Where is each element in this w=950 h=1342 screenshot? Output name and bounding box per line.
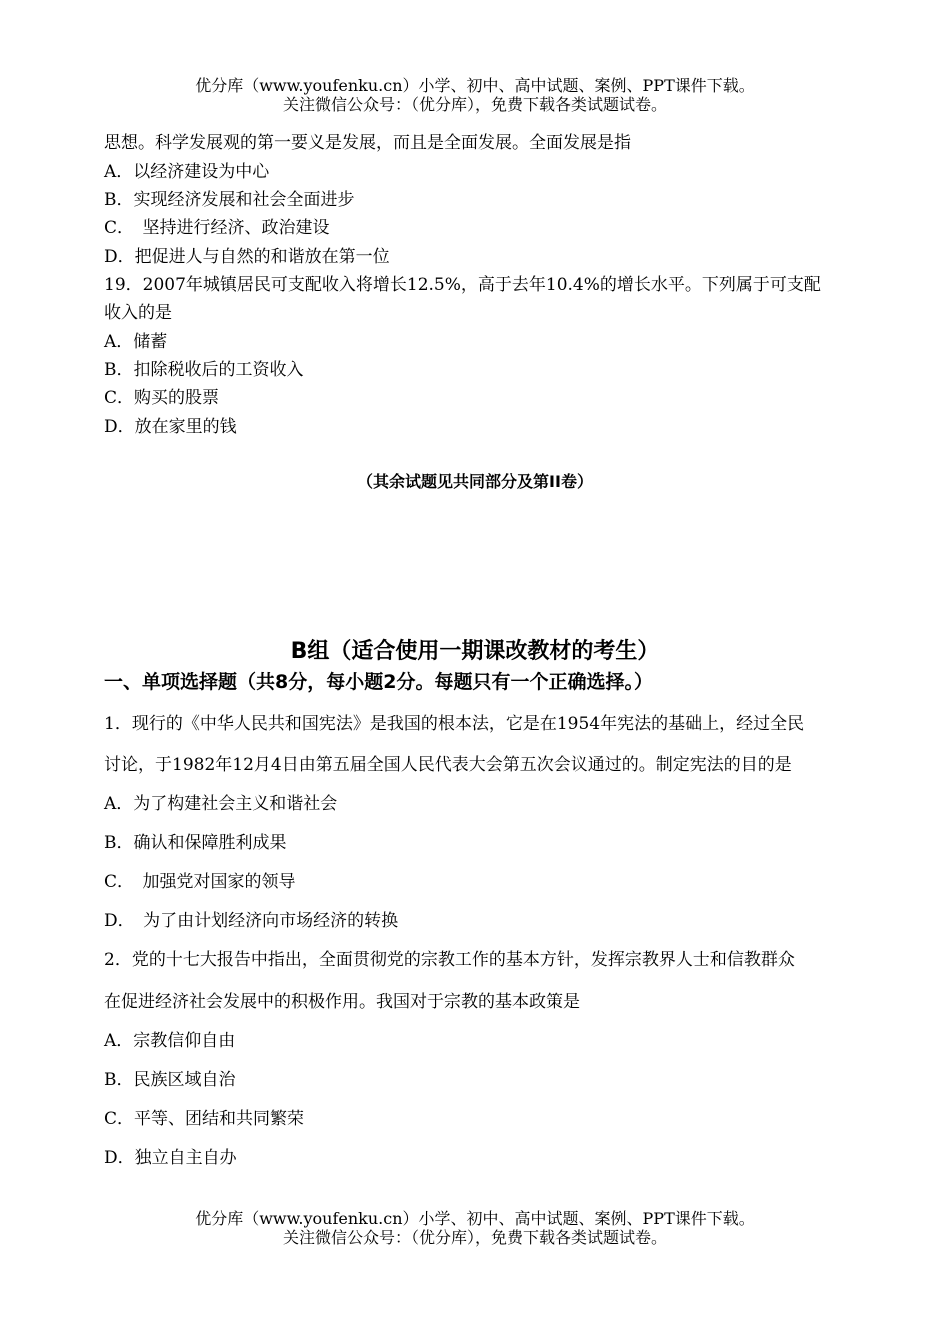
b-q1-option-c: C． 加强党对国家的领导	[104, 872, 296, 892]
q18-option-b: B．实现经济发展和社会全面进步	[104, 190, 355, 210]
b-q2-option-d: D．独立自主自办	[104, 1148, 237, 1168]
footer-line-1: 优分库（www.youfenku.cn）小学、初中、高中试题、案例、PPT课件下载。	[195, 1209, 755, 1228]
b-q1-option-d: D． 为了由计划经济向市场经济的转换	[104, 911, 399, 931]
footer-line-2: 关注微信公众号：（优分库），免费下载各类试题试卷。	[282, 1228, 667, 1247]
header-line-2: 关注微信公众号：（优分库），免费下载各类试题试卷。	[282, 95, 667, 114]
b-q1-stem-line-2: 讨论，于1982年12月4日由第五届全国人民代表大会第五次会议通过的。制定宪法的目的是	[104, 755, 792, 775]
q19-option-b: B．扣除税收后的工资收入	[104, 360, 304, 380]
q19-stem-line-1: 19．2007年城镇居民可支配收入将增长12.5%，高于去年10.4%的增长水平。下列属于可支配	[104, 275, 821, 295]
q18-option-c: C． 坚持进行经济、政治建设	[104, 218, 330, 238]
page-footer	[0, 1209, 950, 1247]
remaining-questions-note: （其余试题见共同部分及第II卷）	[357, 472, 593, 491]
page-header	[0, 76, 950, 114]
q18-stem-tail: 思想。科学发展观的第一要义是发展，而且是全面发展。全面发展是指	[104, 133, 631, 153]
header-line-1: 优分库（www.youfenku.cn）小学、初中、高中试题、案例、PPT课件下载。	[195, 76, 755, 95]
section-b-subtitle: 一、单项选择题（共8分，每小题2分。每题只有一个正确选择。）	[104, 671, 653, 693]
b-q1-option-b: B．确认和保障胜利成果	[104, 833, 287, 853]
b-q2-option-a: A．宗教信仰自由	[104, 1031, 236, 1051]
b-q2-option-b: B．民族区域自治	[104, 1070, 236, 1090]
b-q1-stem-line-1: 1．现行的《中华人民共和国宪法》是我国的根本法，它是在1954年宪法的基础上，经过全民	[104, 714, 805, 734]
b-q2-stem-line-1: 2．党的十七大报告中指出，全面贯彻党的宗教工作的基本方针，发挥宗教界人士和信教群众	[104, 950, 795, 970]
b-q2-stem-line-2: 在促进经济社会发展中的积极作用。我国对于宗教的基本政策是	[104, 992, 580, 1012]
q19-option-c: C．购买的股票	[104, 388, 220, 408]
q19-option-a: A．储蓄	[104, 332, 168, 352]
q19-stem-line-2: 收入的是	[104, 303, 172, 323]
q18-option-d: D．把促进人与自然的和谐放在第一位	[104, 247, 390, 267]
q19-option-d: D．放在家里的钱	[104, 417, 237, 437]
q18-option-a: A．以经济建设为中心	[104, 162, 270, 182]
section-b-title: B组（适合使用一期课改教材的考生）	[290, 639, 660, 664]
b-q1-option-a: A．为了构建社会主义和谐社会	[104, 794, 338, 814]
b-q2-option-c: C．平等、团结和共同繁荣	[104, 1109, 305, 1129]
